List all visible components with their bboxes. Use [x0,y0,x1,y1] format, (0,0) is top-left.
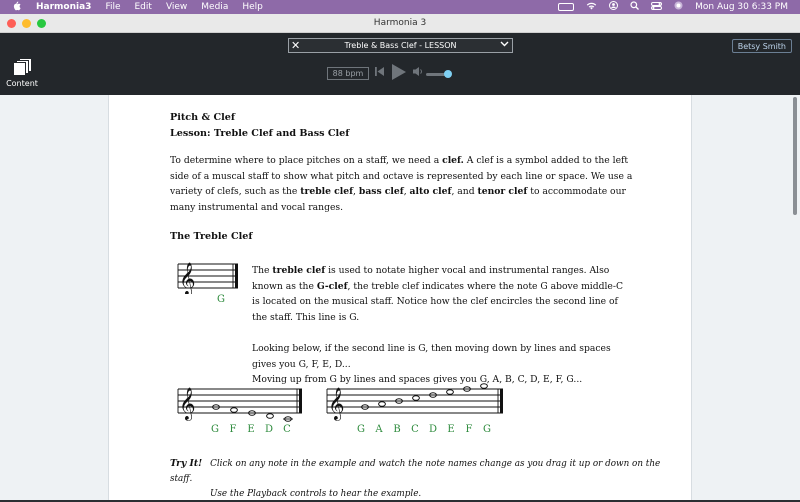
section-title: The Treble Clef [170,231,253,242]
note-label: D [428,424,438,435]
vertical-scrollbar[interactable] [793,97,797,215]
tempo-field[interactable]: 88 bpm [327,67,369,80]
note-label: E [247,424,255,435]
content-button[interactable] [6,58,38,88]
try-it-instructions [170,456,670,502]
lesson-select[interactable] [288,38,513,53]
volume-slider-knob[interactable] [444,70,452,78]
search-icon[interactable] [630,1,639,13]
intro-paragraph: To determine where to place pitches on a staff, we need a clef. A clef is a symbol added to the left side of a muscal staff to show what pitch and octave is represented by each line or space. We use a variety of clefs, such as the treble clef, bass clef, alto clef, and tenor clef to accommodate our many instrumental and vocal ranges. [170,155,633,213]
note-label: B [393,424,401,435]
note-label: A [375,424,383,435]
try-it-line1: Click on any note in the example and watch the note names change as you drag it up or down on the staff. [170,459,661,484]
content-label: Content [6,79,38,88]
pages-icon [12,58,32,76]
clef-note-label: G [217,294,225,305]
svg-text:𝄞: 𝄞 [328,387,345,420]
menu-view[interactable]: View [165,2,188,12]
note-label: C [283,424,291,435]
control-center-icon[interactable] [651,2,662,13]
lesson-text [170,110,640,245]
descending-note-labels [206,424,296,435]
svg-text:𝄞: 𝄞 [179,387,196,420]
note-f [231,408,238,413]
play-icon[interactable] [391,63,407,86]
note-label: G [357,424,365,435]
menu-file[interactable]: File [105,2,121,12]
treble-clef-description: The treble clef is used to notate higher vocal and instrumental ranges. Also known as the G-clef, the treble clef indicates where the note G above middle-C is located on the musical staff. Notice how the clef encircles the second line of the staff. This line is G. Looking below, if the second line is G, then moving down by lines and spaces gives you G, F, E, D... Moving up from G by lines and spaces gives you G, A, B, C, D, E, F, G... [252,265,623,385]
volume-icon[interactable] [412,66,424,80]
siri-icon[interactable] [674,1,683,13]
window-title: Harmonia 3 [373,18,427,28]
ascending-note-labels [352,424,496,435]
battery-icon[interactable] [558,3,574,11]
note-g-high [481,384,488,389]
zoom-window-button[interactable] [37,19,46,28]
note-label: C [411,424,419,435]
menu-help[interactable]: Help [242,2,263,12]
app-menu[interactable]: Harmonia3 [36,2,92,12]
app-toolbar [0,33,800,95]
menu-bar [0,0,800,14]
treble-clef-staff[interactable] [176,258,240,294]
note-a [379,402,386,407]
lesson-subheading: Lesson: Treble Clef and Bass Clef [170,127,350,139]
close-window-button[interactable] [7,19,16,28]
user-icon[interactable] [609,1,618,13]
wifi-icon[interactable] [586,2,597,13]
note-label: G [483,424,491,435]
note-e [447,390,454,395]
note-label: E [447,424,455,435]
note-label: G [211,424,219,435]
descending-notes-staff[interactable] [176,383,304,423]
menu-edit[interactable]: Edit [134,2,152,12]
user-account-button[interactable]: Betsy Smith [732,39,792,53]
note-label: F [229,424,237,435]
try-it-line2: Use the Playback controls to hear the example. [210,489,422,499]
minimize-window-button[interactable] [22,19,31,28]
note-label: F [465,424,473,435]
note-c [413,396,420,401]
menu-media[interactable]: Media [201,2,229,12]
try-it-label: Try It! [170,458,203,469]
svg-text:𝄞: 𝄞 [179,262,196,294]
note-d [267,414,274,419]
note-label: D [264,424,274,435]
apple-icon[interactable] [12,1,22,14]
window-controls [7,19,46,28]
clock[interactable]: Mon Aug 30 6:33 PM [695,2,788,12]
lesson-select-value: Treble & Bass Clef - LESSON [344,41,457,50]
lesson-heading: Pitch & Clef [170,112,235,123]
close-icon[interactable]: ✕ [291,39,301,52]
skip-back-icon[interactable] [374,66,385,80]
window-titlebar [0,14,800,33]
ascending-notes-staff[interactable] [325,383,505,423]
chevron-down-icon[interactable] [500,39,509,52]
